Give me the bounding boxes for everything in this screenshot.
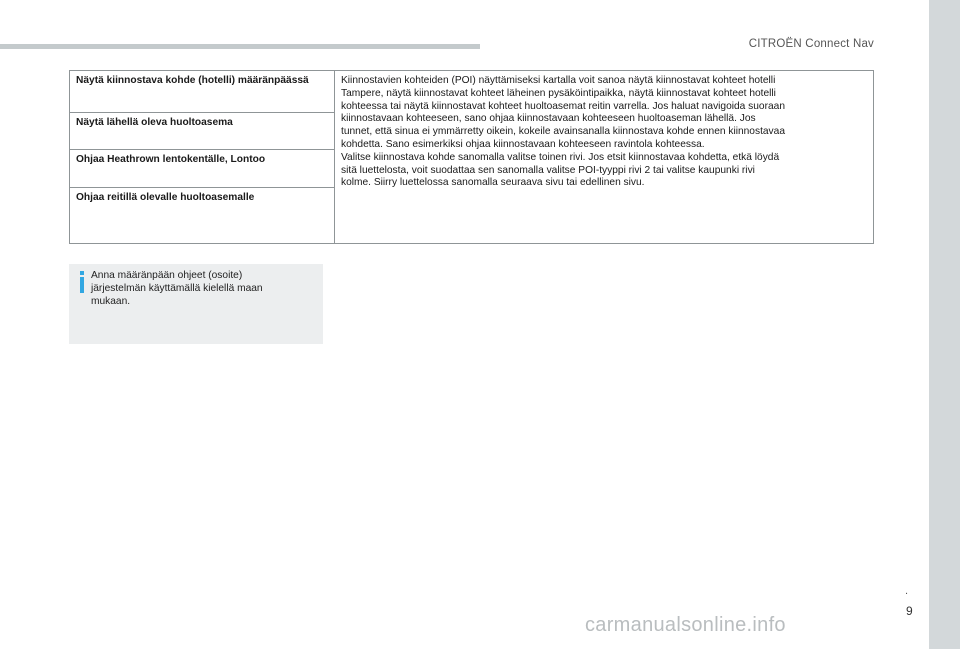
page-number: 9	[906, 604, 913, 618]
description-line: tunnet, että sinua ei ymmärretty oikein, kokeile avainsanalla kiinnostava kohde ennen kiinnostavaa	[341, 126, 785, 138]
info-icon	[79, 271, 85, 293]
description-line: Tampere, näytä kiinnostavat kohteet läheinen pysäköintipaikka, näytä kiinnostavat kohteet hotelli	[341, 87, 776, 99]
page-dot: .	[905, 585, 909, 597]
info-line: järjestelmän käyttämällä kielellä maan	[91, 282, 263, 294]
side-strip	[929, 0, 960, 649]
description-line: sitä luettelosta, voit suodattaa sen sanomalla valitse POI-tyyppi rivi 2 tai valitse kaupunki rivi	[341, 164, 755, 176]
description-line: kolme. Siirry luettelossa sanomalla seuraava sivu tai edellinen sivu.	[341, 177, 645, 189]
description-line: kohteessa tai näytä kiinnostavat kohteet huoltoasemat reitin varrella. Jos haluat navigoida suoraan	[341, 100, 785, 112]
info-text	[91, 270, 316, 308]
command-cell: Näytä kiinnostava kohde (hotelli) määränpäässä	[70, 71, 335, 113]
command-cell: Ohjaa Heathrown lentokentälle, Lontoo	[70, 150, 335, 188]
info-box	[69, 264, 323, 344]
brand-title: CITROËN Connect Nav	[748, 38, 874, 50]
command-cell: Näytä lähellä oleva huoltoasema	[70, 113, 335, 150]
description-line: kohdetta. Sano esimerkiksi ohjaa kiinnostavaan kohteeseen ravintola kohteessa.	[341, 138, 705, 150]
description-cell	[335, 71, 874, 244]
voice-commands-table	[69, 70, 874, 244]
description-line: kiinnostavaan kohteeseen, sano ohjaa kiinnostavaan kohteeseen huoltoaseman lähellä. Jos	[341, 113, 756, 125]
info-line: Anna määränpään ohjeet (osoite)	[91, 270, 243, 281]
watermark[interactable]: carmanualsonline.info	[585, 614, 786, 636]
description-line: Kiinnostavien kohteiden (POI) näyttämiseksi kartalla voit sanoa näytä kiinnostavat kohteet hotelli	[341, 75, 776, 86]
table-row	[70, 71, 874, 113]
header-rule	[0, 44, 480, 49]
command-cell: Ohjaa reitillä olevalle huoltoasemalle	[70, 188, 335, 244]
description-line: Valitse kiinnostava kohde sanomalla valitse toinen rivi. Jos etsit kiinnostavaa kohdetta, etkä löydä	[341, 151, 780, 163]
info-line: mukaan.	[91, 295, 131, 307]
